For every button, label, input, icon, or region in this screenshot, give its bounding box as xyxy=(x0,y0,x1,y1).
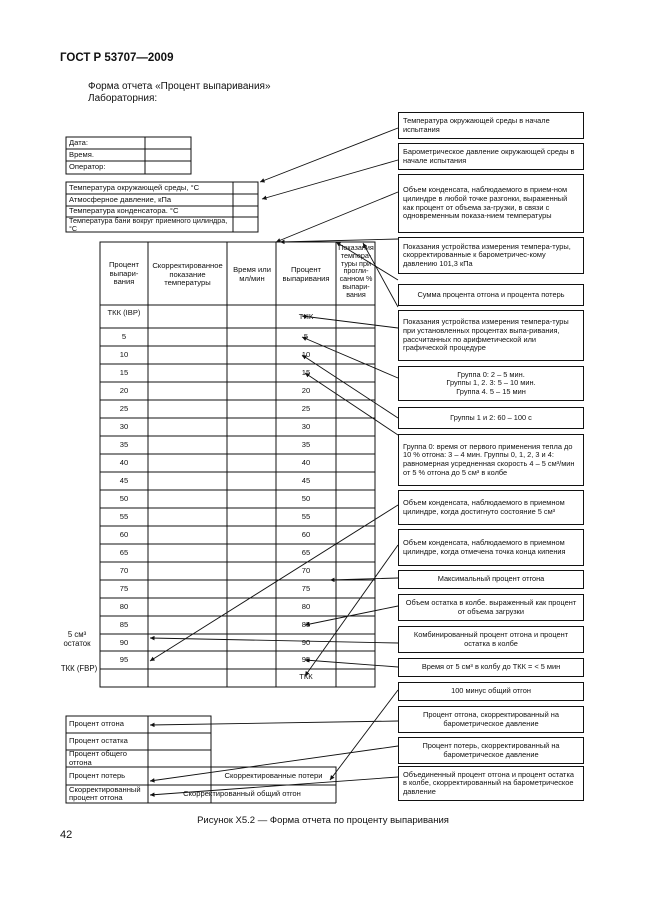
residue-label: 5 см³ остаток xyxy=(63,630,91,648)
percent2-95: 95 xyxy=(301,655,311,664)
callout-residue-volume: Объем остатка в колбе. выраженный как процент от объема загрузки xyxy=(398,594,584,621)
percent2-55: 55 xyxy=(301,512,311,521)
percent-50: 50 xyxy=(119,494,129,503)
callout-group-times: Группа 0: 2 – 5 мин. Группы 1, 2. 3: 5 – 10 мин. Группа 4. 5 – 15 мин xyxy=(398,366,584,401)
callout-group-0-rate: Группа 0: время от первого применения тепла до 10 % отгона: 3 – 4 мин. Группы 0, 1, 2, 3 и 4: равномерная усредненная скорость 4 – 5 см³/мин от 5 % отгона до 5 см³ в колбе xyxy=(398,434,584,486)
percent-85: 85 xyxy=(119,620,129,629)
summary-corrected-distilled: Скорректированный процент отгона xyxy=(69,784,141,802)
percent-25: 25 xyxy=(119,404,129,413)
percent-70: 70 xyxy=(119,566,129,575)
summary-losses: Процент потерь xyxy=(69,770,126,780)
callout-corrected-readings: Показания устройства измерения темпера-туры, скорректированные к барометричес-кому давлению 101,3 кПа xyxy=(398,237,584,274)
callout-max-percent: Максимальный процент отгона xyxy=(398,570,584,589)
operator-label: Оператор: xyxy=(69,162,106,172)
callout-set-percent-readings: Показания устройства измерения темпера-туры при установленных процентах выпа-ривания, рассчитанных по арифметической или графической процедуре xyxy=(398,310,584,361)
percent-ibp: ТКК (IBP) xyxy=(107,308,141,317)
percent2-60: 60 xyxy=(301,530,311,539)
callout-sum: Сумма процента отгона и процента потерь xyxy=(398,284,584,306)
callout-ambient-temp: Температура окружающей среды в начале испытания xyxy=(398,112,584,139)
percent2-15: 15 xyxy=(301,368,311,377)
percent2-10: 10 xyxy=(301,350,311,359)
percent2-50: 50 xyxy=(301,494,311,503)
header-percent-2: Процент выпаривания xyxy=(282,265,330,283)
callout-combined: Комбинированный процент отгона и процент остатка в колбе xyxy=(398,626,584,653)
callout-5ml-condensate: Объем конденсата, наблюдаемого в приемном цилиндре, когда достигнуто состояние 5 см³ xyxy=(398,490,584,525)
percent-80: 80 xyxy=(119,602,129,611)
percent-40: 40 xyxy=(119,458,129,467)
header-percent: Процент выпари-вания xyxy=(108,260,140,286)
summary-residue: Процент остатка xyxy=(69,736,128,746)
callout-corrected-distilled: Процент отгона, скорректированный на барометрическое давление xyxy=(398,706,584,733)
page-number: 42 xyxy=(60,829,73,841)
percent-10: 10 xyxy=(119,350,129,359)
figure-caption: Рисунок Х5.2 — Форма отчета по проценту выпаривания xyxy=(197,815,449,826)
percent-35: 35 xyxy=(119,440,129,449)
percent2-35: 35 xyxy=(301,440,311,449)
percent2-75: 75 xyxy=(301,584,311,593)
time-label: Время. xyxy=(69,149,94,159)
summary-distilled: Процент отгона xyxy=(69,719,124,729)
percent-95: 95 xyxy=(119,655,129,664)
callout-corrected-combined: Объединенный процент отгона и процент остатка в колбе, скорректированный на барометрическое давление xyxy=(398,766,584,801)
percent2-20: 20 xyxy=(301,386,311,395)
percent-45: 45 xyxy=(119,476,129,485)
header-time: Время или мл/мин xyxy=(233,265,271,283)
percent2-25: 25 xyxy=(301,404,311,413)
percent2-85: 85 xyxy=(301,620,311,629)
percent2-80: 80 xyxy=(301,602,311,611)
percent-75: 75 xyxy=(119,584,129,593)
laboratory-label: Лабораторния: xyxy=(88,93,158,104)
callout-corrected-losses: Процент потерь, скорректированный на барометрическое давление xyxy=(398,737,584,764)
date-label: Дата: xyxy=(69,137,88,147)
percent-15: 15 xyxy=(119,368,129,377)
corrected-total-label: Скорректированный общий отгон xyxy=(183,789,301,798)
percent-60: 60 xyxy=(119,530,129,539)
header-readings: Показания темпера-туры при прогли-санном % выпари-вания xyxy=(338,243,374,299)
condenser-temp-label: Температура конденсатора. °С xyxy=(69,206,179,216)
fbp-label: ТКК (FBP) xyxy=(60,664,98,673)
ambient-temp-label: Температура окружающей среды, °С xyxy=(69,182,200,192)
percent2-70: 70 xyxy=(301,566,311,575)
percent-55: 55 xyxy=(119,512,129,521)
callout-time-to-fbp: Время от 5 см³ в колбу до ТКК = < 5 мин xyxy=(398,658,584,677)
callout-condensate-volume: Объем конденсата, наблюдаемого в прием-ном цилиндре в любой точке разгонки, выраженный как процент от объема за-грузки, в связи с одновременным показа-нием температуры xyxy=(398,174,584,233)
percent-20: 20 xyxy=(119,386,129,395)
callout-groups-1-2: Группы 1 и 2: 60 – 100 с xyxy=(398,407,584,429)
percent-5: 5 xyxy=(121,332,127,341)
percent2-5: 5 xyxy=(303,332,309,341)
callout-100-minus: 100 минус общий отгон xyxy=(398,682,584,701)
percent2-fbp: ТКК xyxy=(299,672,313,681)
corrected-losses-label: Скорректированные потери xyxy=(224,771,323,780)
pressure-label: Атмосферное давление, кПа xyxy=(69,194,172,204)
percent2-65: 65 xyxy=(301,548,311,557)
percent-30: 30 xyxy=(119,422,129,431)
form-title: Форма отчета «Процент выпаривания» xyxy=(88,81,271,92)
percent2-ibp: ТНК xyxy=(298,312,314,321)
percent2-45: 45 xyxy=(301,476,311,485)
callout-end-point: Объем конденсата, наблюдаемого в приемном цилиндре, когда отмечена точка конца кипения xyxy=(398,529,584,566)
callout-barometric: Барометрическое давление окружающей среды в начале испытания xyxy=(398,143,584,170)
percent-90: 90 xyxy=(119,638,129,647)
percent2-40: 40 xyxy=(301,458,311,467)
standard-header: ГОСТ Р 53707—2009 xyxy=(60,52,174,64)
bath-temp-label: Температура бани вокруг приемного цилиндра, °С xyxy=(69,215,228,233)
summary-total: Процент общего отгона xyxy=(69,749,127,767)
percent2-90: 90 xyxy=(301,638,311,647)
percent-65: 65 xyxy=(119,548,129,557)
header-corrected-temp: Скорректированное показание температуры xyxy=(152,261,223,287)
percent2-30: 30 xyxy=(301,422,311,431)
